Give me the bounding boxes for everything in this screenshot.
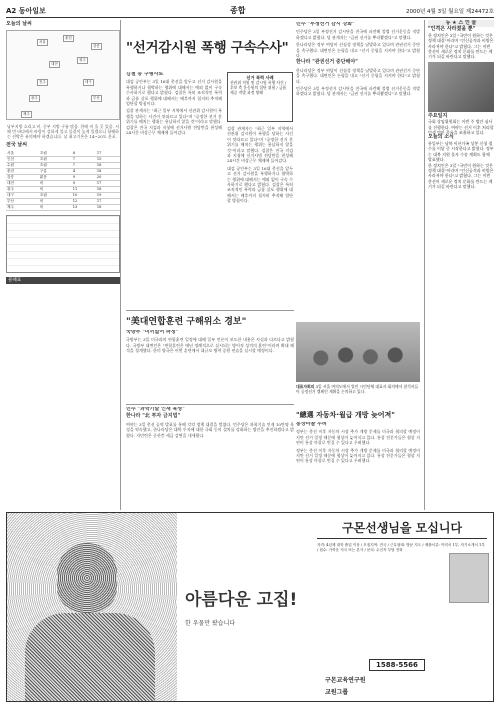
- story3-kicker: 민주 "과학기술 인재 육성": [126, 407, 185, 412]
- weather-cell: 19: [96, 193, 120, 199]
- weather-cell: 비: [39, 205, 72, 211]
- person-name: "인격은 사라졌을 뿐": [428, 26, 476, 33]
- map-label: 부산: [93, 96, 100, 100]
- news-photo: [296, 322, 420, 382]
- weather-cell: 18: [96, 205, 120, 211]
- story2-headline-block: [126, 314, 294, 327]
- weather-cell: 비: [39, 199, 72, 205]
- ad-person-head: [57, 543, 117, 613]
- weather-cell: 구름: [39, 169, 72, 175]
- map-label: 청주: [79, 58, 86, 62]
- weather-cell: 18: [96, 187, 120, 193]
- story4-headline-block: [296, 410, 420, 420]
- weather-cell: 비: [39, 187, 72, 193]
- story4-headline: "總選 자동차·월급 개방 늦어져": [296, 411, 395, 419]
- person-text: 한 정치인은 3일 "국민이 원하는 것은 정책 대결"이라며 "인신공격과 비방은 사라져야 한다"고 밝혔다. 그는 이번 총선이 새로운 정치 문화를 만드는 계기가 되길 바란다고 말했다.: [428, 32, 494, 60]
- person-text: 통일부는 남북 이산가족 상봉 신청 접수를 이달 중 시작한다고 밝혔다. 정부는 대북 지원 물자 수송 계획도 함께 발표했다.: [428, 140, 494, 163]
- mid-text: 한나라당은 정부 여당이 선심성 정책을 남발하고 있다며 관권선거 중단을 촉구했다. 대변인은 논평을 내고 "선거 중립을 지켜야 한다"고 밝혔다.: [296, 42, 420, 59]
- main-body-col2: [227, 126, 293, 308]
- person-photo: [428, 62, 494, 112]
- map-label: 전주: [39, 80, 46, 84]
- weather-cell: 강릉: [6, 175, 39, 181]
- ad-form-text: 자격: 4년제 대학 졸업 이상 / 모집지역: 전국 / 근무형태: 방문 지도 / 제출서류: 이력서 1부, 자기소개서 1부 / 접수: 가까운 지국 또는 본사 / 문의: 수신자 부담 전화: [317, 543, 485, 552]
- photo-caption: [296, 384, 420, 394]
- weather-cell: 17: [96, 199, 120, 205]
- weather-cell: 흐림: [39, 157, 72, 163]
- ad-person-body: [25, 613, 155, 702]
- page-header: [6, 4, 494, 18]
- person-name: 오늘의 소식: [428, 134, 454, 141]
- map-label: 서울: [39, 40, 46, 44]
- story2-body: [126, 330, 294, 400]
- weather-cell: 4: [72, 169, 96, 175]
- ad-logo-group: 교원그룹: [325, 689, 349, 696]
- weather-cell: 10: [72, 193, 96, 199]
- story3-body: [126, 407, 294, 509]
- weather-cell: 18: [96, 169, 120, 175]
- main-body-text: 검찰 관계자는 "최근 일부 지역에서 선관위 감시원이 폭행을 당하는 사건이 잇따르고 있다"며 "공정한 선거 분위기를 해치는 행위는 용납하지 않을 것"이라고 말했다. 검찰은 전국 지검과 지청에 선거사범 전담반을 편성해 24시간 비상근무 체제에 들어갔다.: [126, 108, 222, 136]
- main-body-text: 대검 공안부는 3일 16대 총선을 앞두고 선거 감시원을 폭행하거나 협박하는 행위에 대해서는 예외 없이 구속 수사하기로 했다고 밝혔다. 검찰은 특히 조직적인 폭력과 금품 살포 행위에 대해서는 배후까지 철저히 추적해 엄단할 방침이다.: [126, 79, 222, 107]
- weather-cell: 17: [96, 151, 120, 157]
- weather-cell: 12: [72, 199, 96, 205]
- tide-title: 물때표: [6, 277, 120, 284]
- weather-cell: 흐림: [39, 163, 72, 169]
- main-body-text: 대검 공안부는 3일 16대 총선을 앞두고 선거 감시원을 폭행하거나 협박하는 행위에 대해서는 예외 없이 구속 수사하기로 했다고 밝혔다. 검찰은 특히 조직적인 폭력과 금품 살포 행위에 대해서는 배후까지 철저히 추적해 엄단할 방침이다.: [227, 165, 293, 204]
- page-number: A2 동아일보: [6, 7, 46, 15]
- story4-kicker: 통상마찰 우려: [296, 422, 327, 427]
- main-kicker: 김철 등 구형사로: [126, 72, 164, 77]
- ad-person-image: [7, 513, 177, 702]
- ad-logo: 구몬교육연구원: [325, 677, 366, 684]
- people-title: 뉴 ★ 스 인 물: [428, 20, 494, 27]
- story4-text: 정부는 총선 이후 자동차 시장 추가 개방 문제를 미국과 협의할 예정이지만 선거 일정 때문에 협상이 늦어지고 있다. 통상 전문가들은 협상 지연이 통상 마찰로 번질 수 있다고 우려했다.: [296, 447, 420, 464]
- mid-text: 민주당은 3일 부정선거 감시단을 전국에 파견해 불법 선거운동을 적발하겠다고 밝혔다. 당 관계자는 "금권 선거를 뿌리뽑겠다"고 말했다.: [296, 86, 420, 97]
- map-label: 강릉: [93, 44, 100, 48]
- weather-cell: 흐림: [39, 193, 72, 199]
- divider: [126, 404, 294, 405]
- person-text: 국회 상임위원회는 이번 주 법안 심사를 진행한다. 여야는 선거 이후 처리할 민생 법안 목록을 조율하고 있다.: [428, 119, 494, 136]
- weather-cell: 부산: [6, 199, 39, 205]
- map-label: 춘천: [65, 36, 72, 40]
- quote-text: 선관위 직원 및 감시원 폭행 사건 / 후보 측 운동원의 집단 위협 / 금품 제공 적발 과정 방해: [230, 80, 287, 95]
- story3-headline: 한나라 "北 투자 금지법": [126, 413, 181, 420]
- weather-cell: 20: [96, 175, 120, 181]
- weather-cell: 9: [72, 175, 96, 181]
- person-name: 주요일지: [428, 112, 448, 119]
- mid-text: 민주당은 3일 부정선거 감시단을 전국에 파견해 불법 선거운동을 적발하겠다고 밝혔다. 당 관계자는 "금권 선거를 뿌리뽑겠다"고 말했다.: [296, 29, 420, 40]
- weather-cell: 11: [72, 187, 96, 193]
- ad-product-image: [449, 553, 489, 603]
- main-body-text: 검찰 관계자는 "최근 일부 지역에서 선관위 감시원이 폭행을 당하는 사건이 잇따르고 있다"며 "공정한 선거 분위기를 해치는 행위는 용납하지 않을 것"이라고 말했다. 검찰은 전국 지검과 지청에 선거사범 전담반을 편성해 24시간 비상근무 체제에 들어갔다.: [227, 126, 293, 164]
- story4-text: 정부는 총선 이후 자동차 시장 추가 개방 문제를 미국과 협의할 예정이지만 선거 일정 때문에 협상이 늦어지고 있다. 통상 전문가들은 협상 지연이 통상 마찰로 번질 수 있다고 우려했다.: [296, 429, 420, 446]
- main-body-col1: [126, 72, 222, 308]
- ad-slogan-main: 아름다운 고집!: [185, 590, 298, 610]
- weather-cell: 흐림: [39, 151, 72, 157]
- weather-cell: 수원: [6, 163, 39, 169]
- weather-cell: 인천: [6, 157, 39, 163]
- story2-kicker: 국방부 "미끼없어 파정": [126, 330, 179, 335]
- weather-chart: [6, 215, 120, 273]
- mid-title: 민주 "부정선거 감시 강화": [296, 22, 355, 27]
- weather-cell: 8: [72, 151, 96, 157]
- ad-slogan: [185, 585, 297, 630]
- issue-date: 2000년 4월 3일 월요일 제24472호: [406, 9, 494, 15]
- weather-cell: 제주: [6, 205, 39, 211]
- weather-cell: 대전: [6, 181, 39, 187]
- section-title: 종합: [230, 6, 246, 15]
- weather-table: [6, 151, 120, 211]
- weather-column: [6, 20, 121, 510]
- quote-title: 선거 폭력 사례: [246, 75, 274, 80]
- right-column: [424, 20, 494, 510]
- weather-cell: 15: [96, 157, 120, 163]
- weather-title: 오늘의 날씨: [6, 21, 32, 27]
- weather-cell: 서울: [6, 151, 39, 157]
- advertisement[interactable]: [6, 512, 494, 702]
- story4-body: [296, 422, 420, 508]
- weather-cell: 13: [72, 205, 96, 211]
- weather-cell: 광주: [6, 187, 39, 193]
- caption-title: 대표자회의: [296, 384, 315, 389]
- map-label: 광주: [31, 96, 38, 100]
- divider: [126, 310, 294, 311]
- person-text: 한 정치인은 3일 "국민이 원하는 것은 정책 대결"이라며 "인신공격과 비방은 사라져야 한다"고 밝혔다. 그는 이번 총선이 새로운 정치 문화를 만드는 계기가 되길 바란다고 말했다.: [428, 162, 494, 190]
- map-label: 대구: [85, 80, 92, 84]
- story3-text: 여야는 3일 총선 공약 발표를 통해 각각 정책 대결을 벌였다. 민주당은 과학기술 인재 10만명 육성을 약속했고, 한나라당은 대북 투자에 대한 국회 동의 절차를 강화하는 법안을 추진하겠다고 밝혔다. 자민련은 중산층 세금 감면을 내세웠다.: [126, 421, 294, 438]
- main-headline: "선거감시원 폭행 구속수사": [126, 40, 289, 56]
- mid-title: 한나라 "관권선거 중단해야": [296, 59, 358, 66]
- weather-cell: 비: [39, 181, 72, 187]
- map-label: 제주: [23, 112, 30, 116]
- weather-text: 남부지방 흐리고 비, 중부 지방 구름 많음. 한때 비 올 곳 있음. 서해 먼 바다에서 바람이 강하게 불고 물결이 높게 일겠으니 항해하는 선박은 유의해야 하겠습니다. 낮 최고기온은 14~20도 분포.: [7, 124, 119, 139]
- quote-box: [227, 72, 293, 122]
- mid-text: 한나라당은 정부 여당이 선심성 정책을 남발하고 있다며 관권선거 중단을 촉구했다. 대변인은 논평을 내고 "선거 중립을 지켜야 한다"고 밝혔다.: [296, 67, 420, 84]
- weather-cell: 7: [72, 157, 96, 163]
- mid-column: [296, 22, 420, 318]
- weather-table-title: 전국 날씨: [6, 142, 28, 148]
- story2-text: 국방부는 3일 미국과의 연합훈련 일정에 대해 일부 언론이 보도한 내용은 사실과 다르다고 밝혔다. 국방부 대변인은 "연합훈련은 매년 정례적으로 실시되는 방어적 성격의 훈련"이라며 확대 해석을 경계했다. 한미 양국은 이번 훈련에서 대규모 병력 증원 연습을 실시할 예정이다.: [126, 337, 294, 354]
- caption-text: 3일 서울 여의도에서 열린 시민단체 대표자 회의에서 참석자들이 공정선거 캠페인 계획을 논의하고 있다.: [296, 384, 419, 394]
- weather-cell: 대구: [6, 193, 39, 199]
- ad-phone[interactable]: 1588-5566: [369, 659, 425, 671]
- weather-row: [6, 205, 120, 211]
- weather-cell: 춘천: [6, 169, 39, 175]
- weather-cell: 18: [96, 163, 120, 169]
- map-label: 대전: [51, 62, 58, 66]
- weather-cell: 7: [72, 163, 96, 169]
- ad-slogan-sub: 한 우물만 팠습니다: [185, 620, 236, 627]
- weather-map: [6, 30, 120, 120]
- tide-box: [6, 277, 120, 284]
- weather-cell: 맑음: [39, 175, 72, 181]
- weather-cell: 17: [96, 181, 120, 187]
- ad-recruit-title: 구몬선생님을 모십니다: [317, 519, 487, 539]
- story2-headline: "美대연합훈련 구해위소 경보": [126, 317, 247, 327]
- weather-cell: 9: [72, 181, 96, 187]
